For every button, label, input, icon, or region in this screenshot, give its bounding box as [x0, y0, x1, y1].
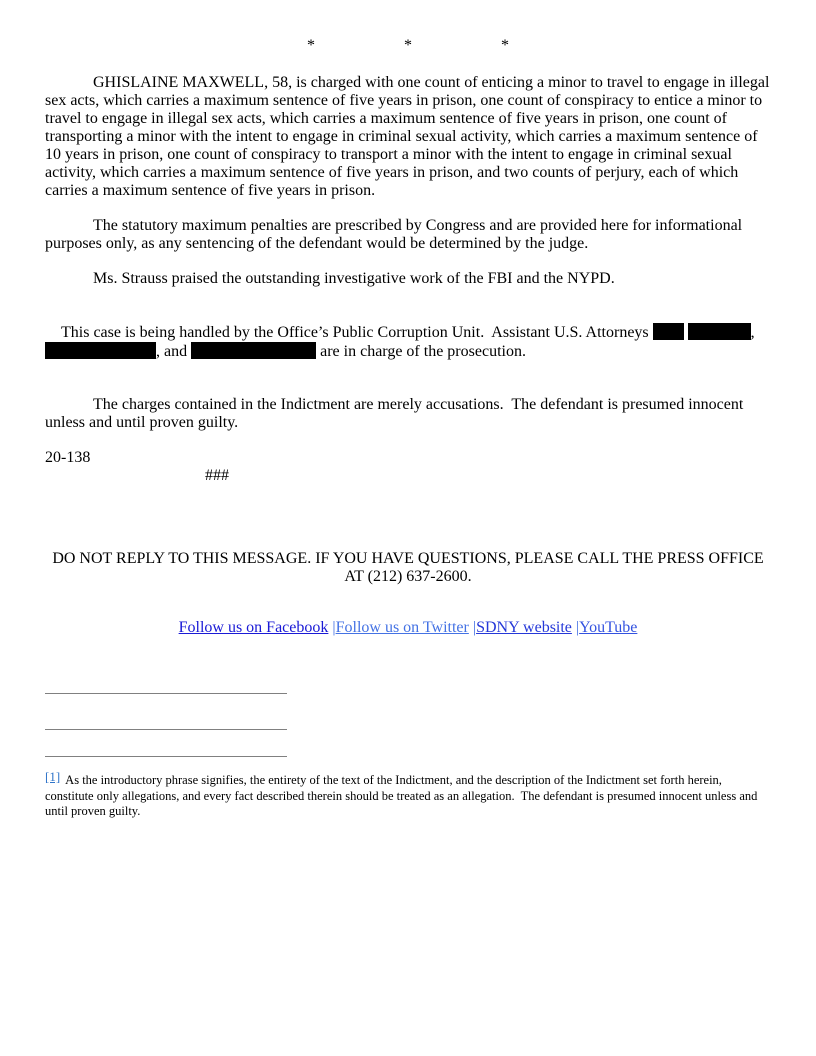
footnote-separator-rule	[45, 729, 287, 730]
sdny-website-link[interactable]: SDNY website	[476, 619, 572, 636]
section-separator-asterisks	[45, 0, 771, 53]
notice-line-2: AT (212) 637-2600.	[344, 568, 472, 585]
twitter-link[interactable]: Follow us on Twitter	[335, 619, 469, 636]
end-of-release-marker: ###	[205, 467, 229, 484]
asterisk: *	[404, 37, 412, 54]
link-separator: |	[328, 619, 336, 636]
redaction-box	[191, 342, 316, 359]
prosecutors-end-text: are in charge of the prosecution.	[316, 343, 526, 360]
social-links-row	[45, 619, 771, 637]
redaction-box	[653, 323, 684, 340]
footnote-reference-link[interactable]: [1]	[45, 769, 61, 784]
press-release-number: 20-138	[45, 449, 91, 466]
redaction-box	[688, 323, 751, 340]
paragraph-presumption-of-innocence: The charges contained in the Indictment are merely accusations. The defendant is presumed innocent unless and until proven guilty.	[45, 396, 748, 431]
link-separator: |	[468, 619, 477, 636]
paragraph-praise: Ms. Strauss praised the outstanding investigative work of the FBI and the NYPD.	[93, 270, 615, 287]
link-separator: |	[571, 619, 580, 636]
footnote-separator-rule	[45, 693, 287, 694]
paragraph-prosecutors	[45, 305, 771, 379]
prosecutors-separator-text: ,	[750, 324, 759, 341]
footnote	[45, 769, 771, 820]
asterisk: *	[307, 37, 315, 54]
notice-line-1: DO NOT REPLY TO THIS MESSAGE. IF YOU HAVE QUESTIONS, PLEASE CALL THE PRESS OFFICE	[52, 550, 764, 567]
youtube-link[interactable]: YouTube	[579, 619, 638, 636]
press-office-notice	[45, 550, 771, 586]
asterisk: *	[501, 37, 509, 54]
prosecutors-intro-text: This case is being handled by the Office’s Public Corruption Unit. Assistant U.S. Attorneys	[61, 324, 653, 341]
footnote-separator-rule	[45, 756, 287, 757]
footnote-text: As the introductory phrase signifies, the entirety of the text of the Indictment, and the description of the Indictment set forth herein, constitute only allegations, and every fact described therein should be treated as an allegation. The defendant is presumed innocent unless and until proven guilty.	[45, 773, 761, 818]
redaction-box	[45, 342, 156, 359]
facebook-link[interactable]: Follow us on Facebook	[178, 619, 329, 636]
paragraph-charges: GHISLAINE MAXWELL, 58, is charged with one count of enticing a minor to travel to engage in illegal sex acts, which carries a maximum sentence of five years in prison, one count of conspiracy to entice a minor to travel to engage in illegal sex acts, which carries a maximum sentence of five years in prison, one count of transporting a minor with the intent to engage in criminal sexual activity, which carries a maximum sentence of 10 years in prison, one count of conspiracy to transport a minor with the intent to engage in criminal sexual activity, which carries a maximum sentence of five years in prison, and two counts of perjury, each of which carries a maximum sentence of five years in prison.	[45, 74, 774, 199]
paragraph-statutory-maximums: The statutory maximum penalties are prescribed by Congress and are provided here for informational purposes only, as any sentencing of the defendant would be determined by the judge.	[45, 217, 747, 252]
prosecutors-separator-text: , and	[156, 343, 192, 360]
